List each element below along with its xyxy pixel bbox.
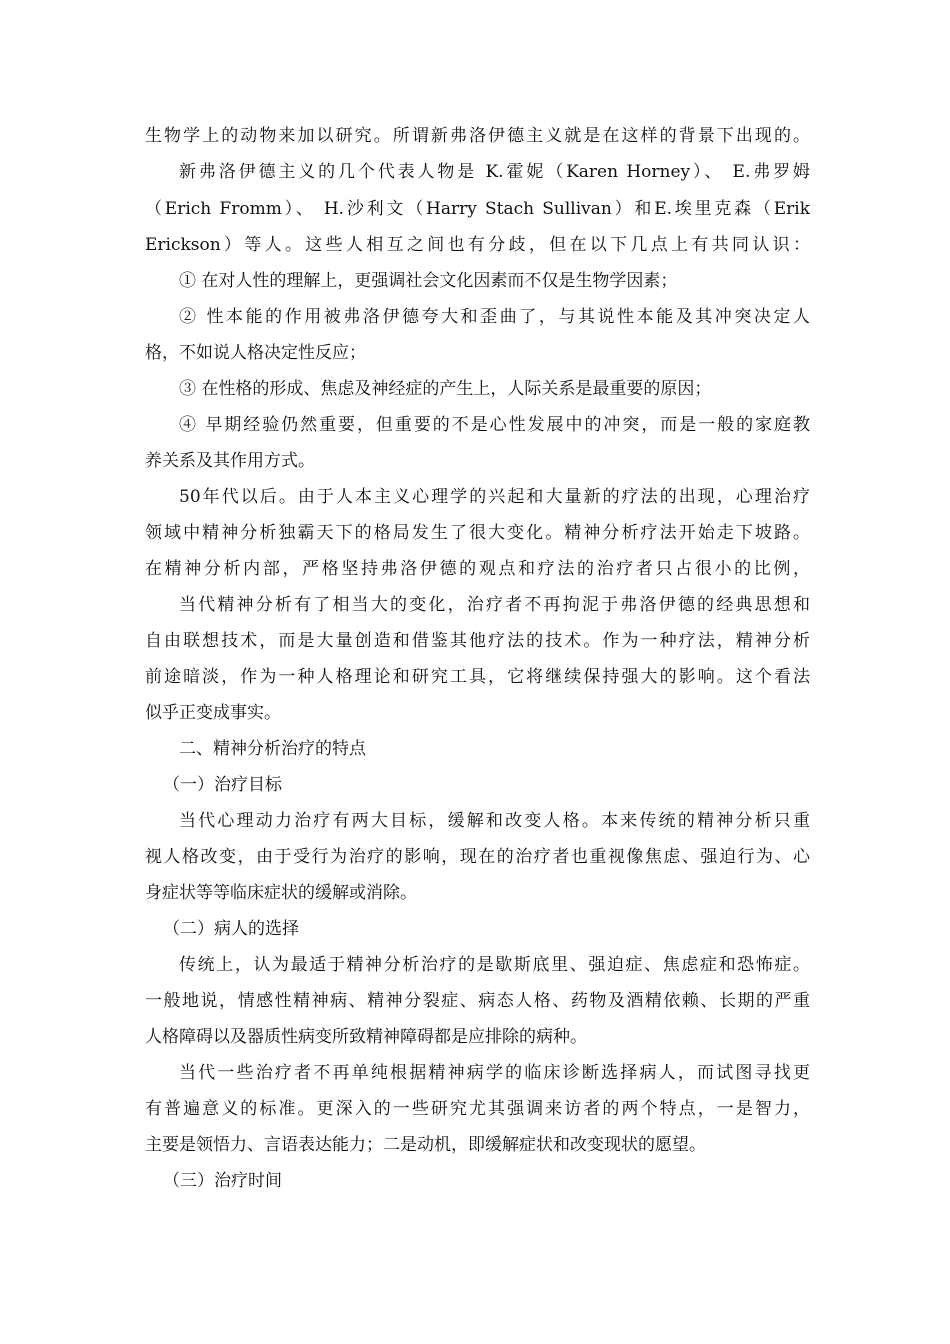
text-line: 新弗洛伊德主义的几个代表人物是 K.霍妮（Karen Horney）、 E.弗罗姆 <box>179 162 810 182</box>
text-line: 自由联想技术，而是大量创造和借鉴其他疗法的技术。作为一种疗法，精神分析 <box>145 631 810 651</box>
text-line: 领域中精神分析独霸天下的格局发生了很大变化。精神分析疗法开始走下坡路。 <box>145 523 810 543</box>
text-line: 主要是领悟力、言语表达能力；二是动机，即缓解症状和改变现状的愿望。 <box>145 1135 706 1155</box>
text-line: 当代一些治疗者不再单纯根据精神病学的临床诊断选择病人，而试图寻找更 <box>179 1063 810 1083</box>
text-line: 50年代以后。由于人本主义心理学的兴起和大量新的疗法的出现，心理治疗 <box>179 487 810 507</box>
text-line: （Erich Fromm）、 H.沙利文（Harry Stach Sullivan）和E.埃里克森（Erik <box>145 199 810 219</box>
text-line: 前途暗淡，作为一种人格理论和研究工具，它将继续保持强大的影响。这个看法 <box>145 667 810 687</box>
text-line: 当代精神分析有了相当大的变化，治疗者不再拘泥于弗洛伊德的经典思想和 <box>179 595 810 615</box>
text-line: 当代心理动力治疗有两大目标，缓解和改变人格。本来传统的精神分析只重 <box>179 811 810 831</box>
text-line: 格，不如说人格决定性反应； <box>145 343 366 363</box>
subsection-heading: （一）治疗目标 <box>163 775 282 795</box>
text-line: 在精神分析内部，严格坚持弗洛伊德的观点和疗法的治疗者只占很小的比例， <box>145 559 810 579</box>
text-line: 生物学上的动物来加以研究。所谓新弗洛伊德主义就是在这样的背景下出现的。 <box>145 126 810 146</box>
text-line: 人格障碍以及器质性病变所致精神障碍都是应排除的病种。 <box>145 1027 587 1047</box>
text-line: 身症状等等临床症状的缓解或消除。 <box>145 883 417 903</box>
section-heading: 二、精神分析治疗的特点 <box>179 739 366 759</box>
list-item: ③ 在性格的形成、焦虑及神经症的产生上，人际关系是最重要的原因； <box>179 379 712 399</box>
list-item: ② 性本能的作用被弗洛伊德夸大和歪曲了，与其说性本能及其冲突决定人 <box>179 307 810 327</box>
text-line: 一般地说，情感性精神病、精神分裂症、病态人格、药物及酒精依赖、长期的严重 <box>145 991 810 1011</box>
list-item: ① 在对人性的理解上，更强调社会文化因素而不仅是生物学因素； <box>179 271 678 291</box>
list-item: ④ 早期经验仍然重要，但重要的不是心性发展中的冲突，而是一般的家庭教 <box>179 415 810 435</box>
subsection-heading: （二）病人的选择 <box>163 919 299 939</box>
text-line: Erickson）等人。这些人相互之间也有分歧，但在以下几点上有共同认识： <box>145 235 810 255</box>
text-line: 似乎正变成事实。 <box>145 703 281 723</box>
subsection-heading: （三）治疗时间 <box>163 1171 282 1191</box>
text-line: 养关系及其作用方式。 <box>145 451 315 471</box>
text-line: 传统上，认为最适于精神分析治疗的是歇斯底里、强迫症、焦虑症和恐怖症。 <box>179 955 810 975</box>
text-line: 有普遍意义的标准。更深入的一些研究尤其强调来访者的两个特点，一是智力， <box>145 1099 810 1119</box>
text-line: 视人格改变，由于受行为治疗的影响，现在的治疗者也重视像焦虑、强迫行为、心 <box>145 847 810 867</box>
